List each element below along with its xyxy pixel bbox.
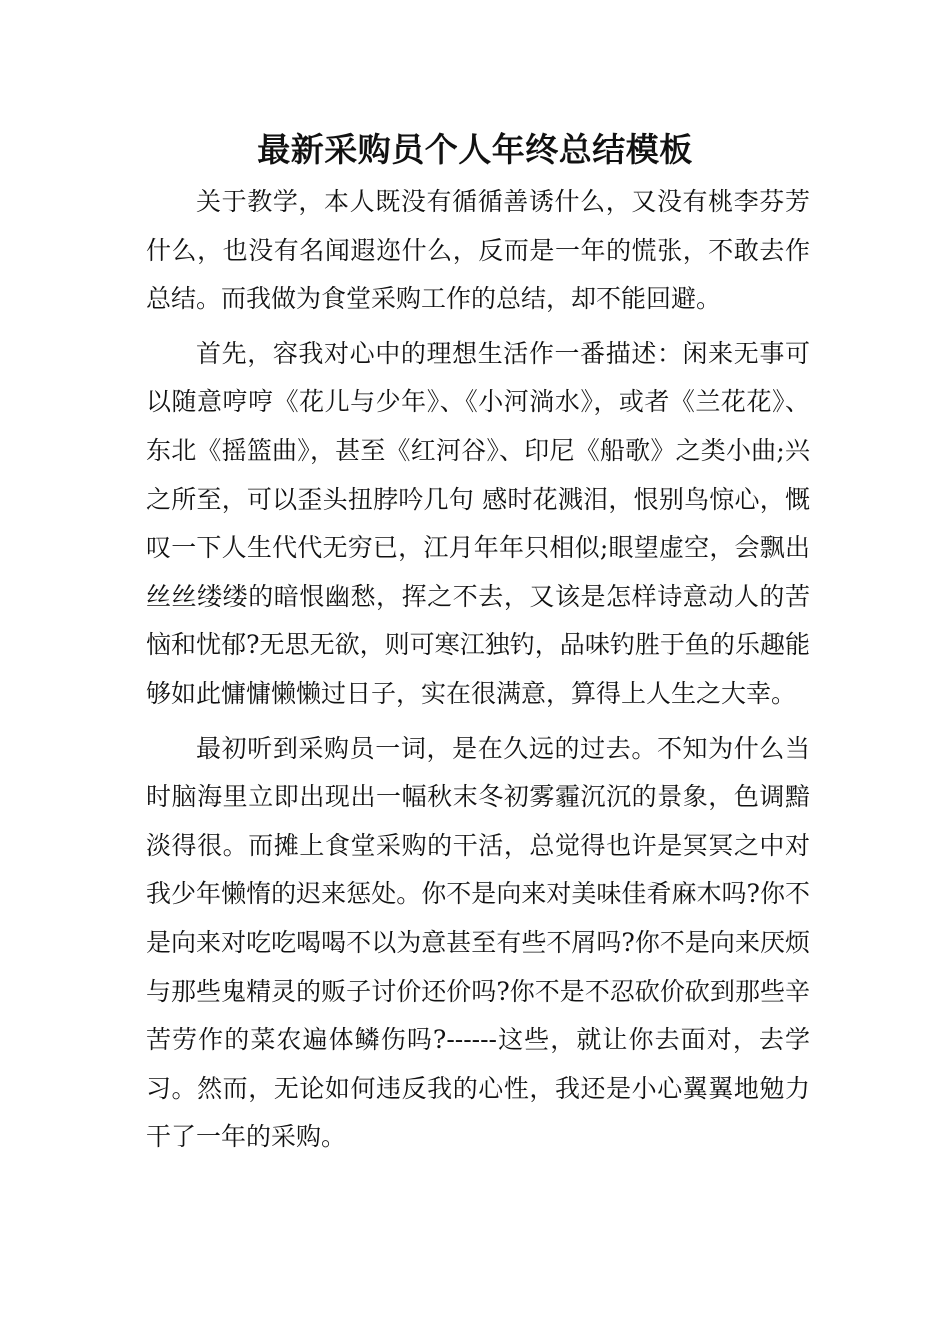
paragraph-2: 首先，容我对心中的理想生活作一番描述：闲来无事可以随意哼哼《花儿与少年》、《小河淌水》，或者《兰花花》、东北《摇篮曲》，甚至《红河谷》、印尼《船歌》之类小曲;兴之所至，可以歪头扭脖吟几句 感时花溅泪，恨别鸟惊心，慨叹一下人生代代无穷已，江月年年只相似;眼望虚空，会飘出丝丝缕缕的暗恨幽愁，挥之不去，又该是怎样诗意动人的苦恼和忧郁?无思无欲，则可寒江独钓，品味钓胜于鱼的乐趣能够如此慵慵懒懒过日子，实在很满意，算得上人生之大幸。	[146, 338, 810, 708]
document-body	[146, 178, 810, 1162]
document-title: 最新采购员个人年终总结模板	[257, 130, 693, 169]
paragraph-1: 关于教学，本人既没有循循善诱什么，又没有桃李芬芳什么，也没有名闻遐迩什么，反而是一年的慌张，不敢去作总结。而我做为食堂采购工作的总结，却不能回避。	[146, 187, 810, 314]
paragraph-3: 最初听到采购员一词，是在久远的过去。不知为什么当时脑海里立即出现出一幅秋末冬初雾霾沉沉的景象，色调黯淡得很。而摊上食堂采购的干活，总觉得也许是冥冥之中对我少年懒惰的迟来惩处。你不是向来对美味佳肴麻木吗?你不是向来对吃吃喝喝不以为意甚至有些不屑吗?你不是向来厌烦与那些鬼精灵的贩子讨价还价吗?你不是不忍砍价砍到那些辛苦劳作的菜农遍体鳞伤吗?------这些，就让你去面对，去学习。然而，无论如何违反我的心性，我还是小心翼翼地勉力干了一年的采购。	[146, 733, 810, 1152]
